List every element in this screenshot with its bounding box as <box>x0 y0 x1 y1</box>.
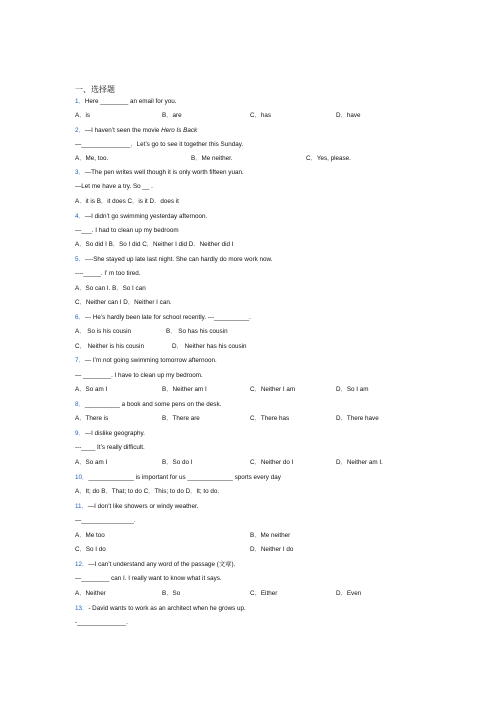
question-7 <box>75 358 217 364</box>
question-number: 13． <box>75 605 89 612</box>
section-title: 一、选择题 <box>75 85 115 94</box>
options-row[interactable]: A．So did I B．So I did C．Neither I did D．Neither did I <box>75 241 234 248</box>
question-number: 6． <box>75 314 85 321</box>
dialogue-line: — ________. I have to clean up my bedroom. <box>75 372 203 379</box>
question-number: 8． <box>75 401 85 408</box>
dialogue-line: —______________．Let’s go to see it together this Sunday. <box>75 141 244 148</box>
option-b[interactable]: B． So has his cousin <box>166 328 228 335</box>
option-d[interactable]: D．There have <box>336 415 379 422</box>
option-d[interactable]: D．So I am <box>336 386 369 393</box>
option-d[interactable]: D． Neither has his cousin <box>172 343 247 350</box>
question-stem: — I’m not going swimming tomorrow afternoon. <box>84 357 217 364</box>
question-11 <box>75 504 198 510</box>
question-stem: Here ________ an email for you. <box>84 98 177 105</box>
question-4 <box>75 214 207 220</box>
question-number: 5． <box>75 256 85 263</box>
question-number: 10． <box>75 474 89 481</box>
dialogue-line: —Let me have a try. So __ . <box>75 183 153 190</box>
question-number: 9． <box>75 430 85 437</box>
question-number: 3． <box>75 169 85 176</box>
question-stem: ---I dislike geography. <box>84 430 145 437</box>
question-number: 2． <box>75 127 85 134</box>
option-c[interactable]: C． Neither is his cousin <box>75 343 144 350</box>
question-6 <box>75 315 251 321</box>
question-13 <box>75 606 246 612</box>
option-a[interactable]: A．So am I <box>75 459 108 466</box>
option-d[interactable]: D．Neither am I. <box>336 459 383 466</box>
question-1 <box>75 99 177 105</box>
question-10 <box>75 475 281 481</box>
question-stem: _____________ is important for us _____________ sports every day <box>88 474 281 481</box>
option-a[interactable]: A．Neither <box>75 590 106 597</box>
dialogue-line: —_______________. <box>75 517 136 524</box>
question-stem: --- He’s hardly been late for school recently. ---__________. <box>84 314 251 321</box>
option-c[interactable]: C．Neither do I <box>250 459 294 466</box>
option-b[interactable]: B．There are <box>162 415 200 422</box>
option-a[interactable]: A．Me too <box>75 532 105 539</box>
option-a[interactable]: A．There is <box>75 415 109 422</box>
option-c[interactable]: C．has <box>250 112 271 119</box>
option-d[interactable]: D．Neither I do <box>250 546 294 553</box>
option-b[interactable]: B．So do I <box>162 459 193 466</box>
movie-title: Hero Is Back <box>161 127 198 134</box>
option-c[interactable]: C．There has <box>250 415 290 422</box>
question-number: 12． <box>75 561 89 568</box>
dialogue-line: —___. I had to clean up my bedroom <box>75 227 179 234</box>
question-3 <box>75 170 244 176</box>
option-a[interactable]: A．is <box>75 112 91 119</box>
option-b[interactable]: B．Me neither <box>250 532 291 539</box>
options-row[interactable]: A．It; do B．That; to do C．This; to do D．It; to do. <box>75 488 220 495</box>
question-stem: —I didn’t go swimming yesterday afternoon. <box>84 213 208 220</box>
option-c[interactable]: C．So I do <box>75 546 106 553</box>
question-stem: - David wants to work as an architect when he grows up. <box>88 605 246 612</box>
option-d[interactable]: D．have <box>336 112 361 119</box>
question-8 <box>75 402 221 408</box>
question-2 <box>75 128 197 134</box>
question-number: 7． <box>75 357 85 364</box>
dialogue-line: -______________. <box>75 619 128 626</box>
question-number: 11． <box>75 503 88 510</box>
option-c[interactable]: C．Either <box>250 590 278 597</box>
option-a[interactable]: A．Me, too. <box>75 155 109 162</box>
option-a[interactable]: A． So is his cousin <box>75 328 131 335</box>
question-stem: —I haven’t seen the movie <box>84 127 162 134</box>
question-number: 1． <box>75 98 85 105</box>
option-b[interactable]: B．Neither am I <box>162 386 207 393</box>
question-12 <box>75 562 235 568</box>
question-5 <box>75 257 272 263</box>
option-d[interactable]: D．Even <box>336 590 362 597</box>
question-stem: —The pen writes well though it is only worth fifteen yuan. <box>84 169 244 176</box>
option-b[interactable]: B．Me neither. <box>191 155 233 162</box>
question-stem: —I can’t understand any word of the passage (文章). <box>88 561 236 568</box>
option-b[interactable]: B．are <box>162 112 182 119</box>
question-stem: ----She stayed up late last night. She can hardly do more work now. <box>84 256 273 263</box>
option-b[interactable]: B．So <box>162 590 181 597</box>
option-c[interactable]: C．Neither I am <box>250 386 296 393</box>
question-stem: —I don’t like showers or windy weather. <box>87 503 199 510</box>
question-stem: __________ a book and some pens on the desk. <box>84 401 222 408</box>
dialogue-line: ----_____. I’ m too tired. <box>75 270 141 277</box>
option-a[interactable]: A．So am I <box>75 386 108 393</box>
option-c[interactable]: C．Yes, please. <box>306 155 351 162</box>
options-row[interactable]: A．So can I. B．So I can <box>75 285 146 292</box>
options-row[interactable]: A．it is B．it does C．is it D．does it <box>75 198 179 205</box>
dialogue-line: —________ can I. I really want to know what it says. <box>75 575 222 582</box>
options-row[interactable]: C．Neither can I D．Neither I can. <box>75 299 172 306</box>
question-number: 4． <box>75 213 85 220</box>
dialogue-line: ---____ It’s really difficult. <box>75 444 145 451</box>
question-9 <box>75 431 145 437</box>
